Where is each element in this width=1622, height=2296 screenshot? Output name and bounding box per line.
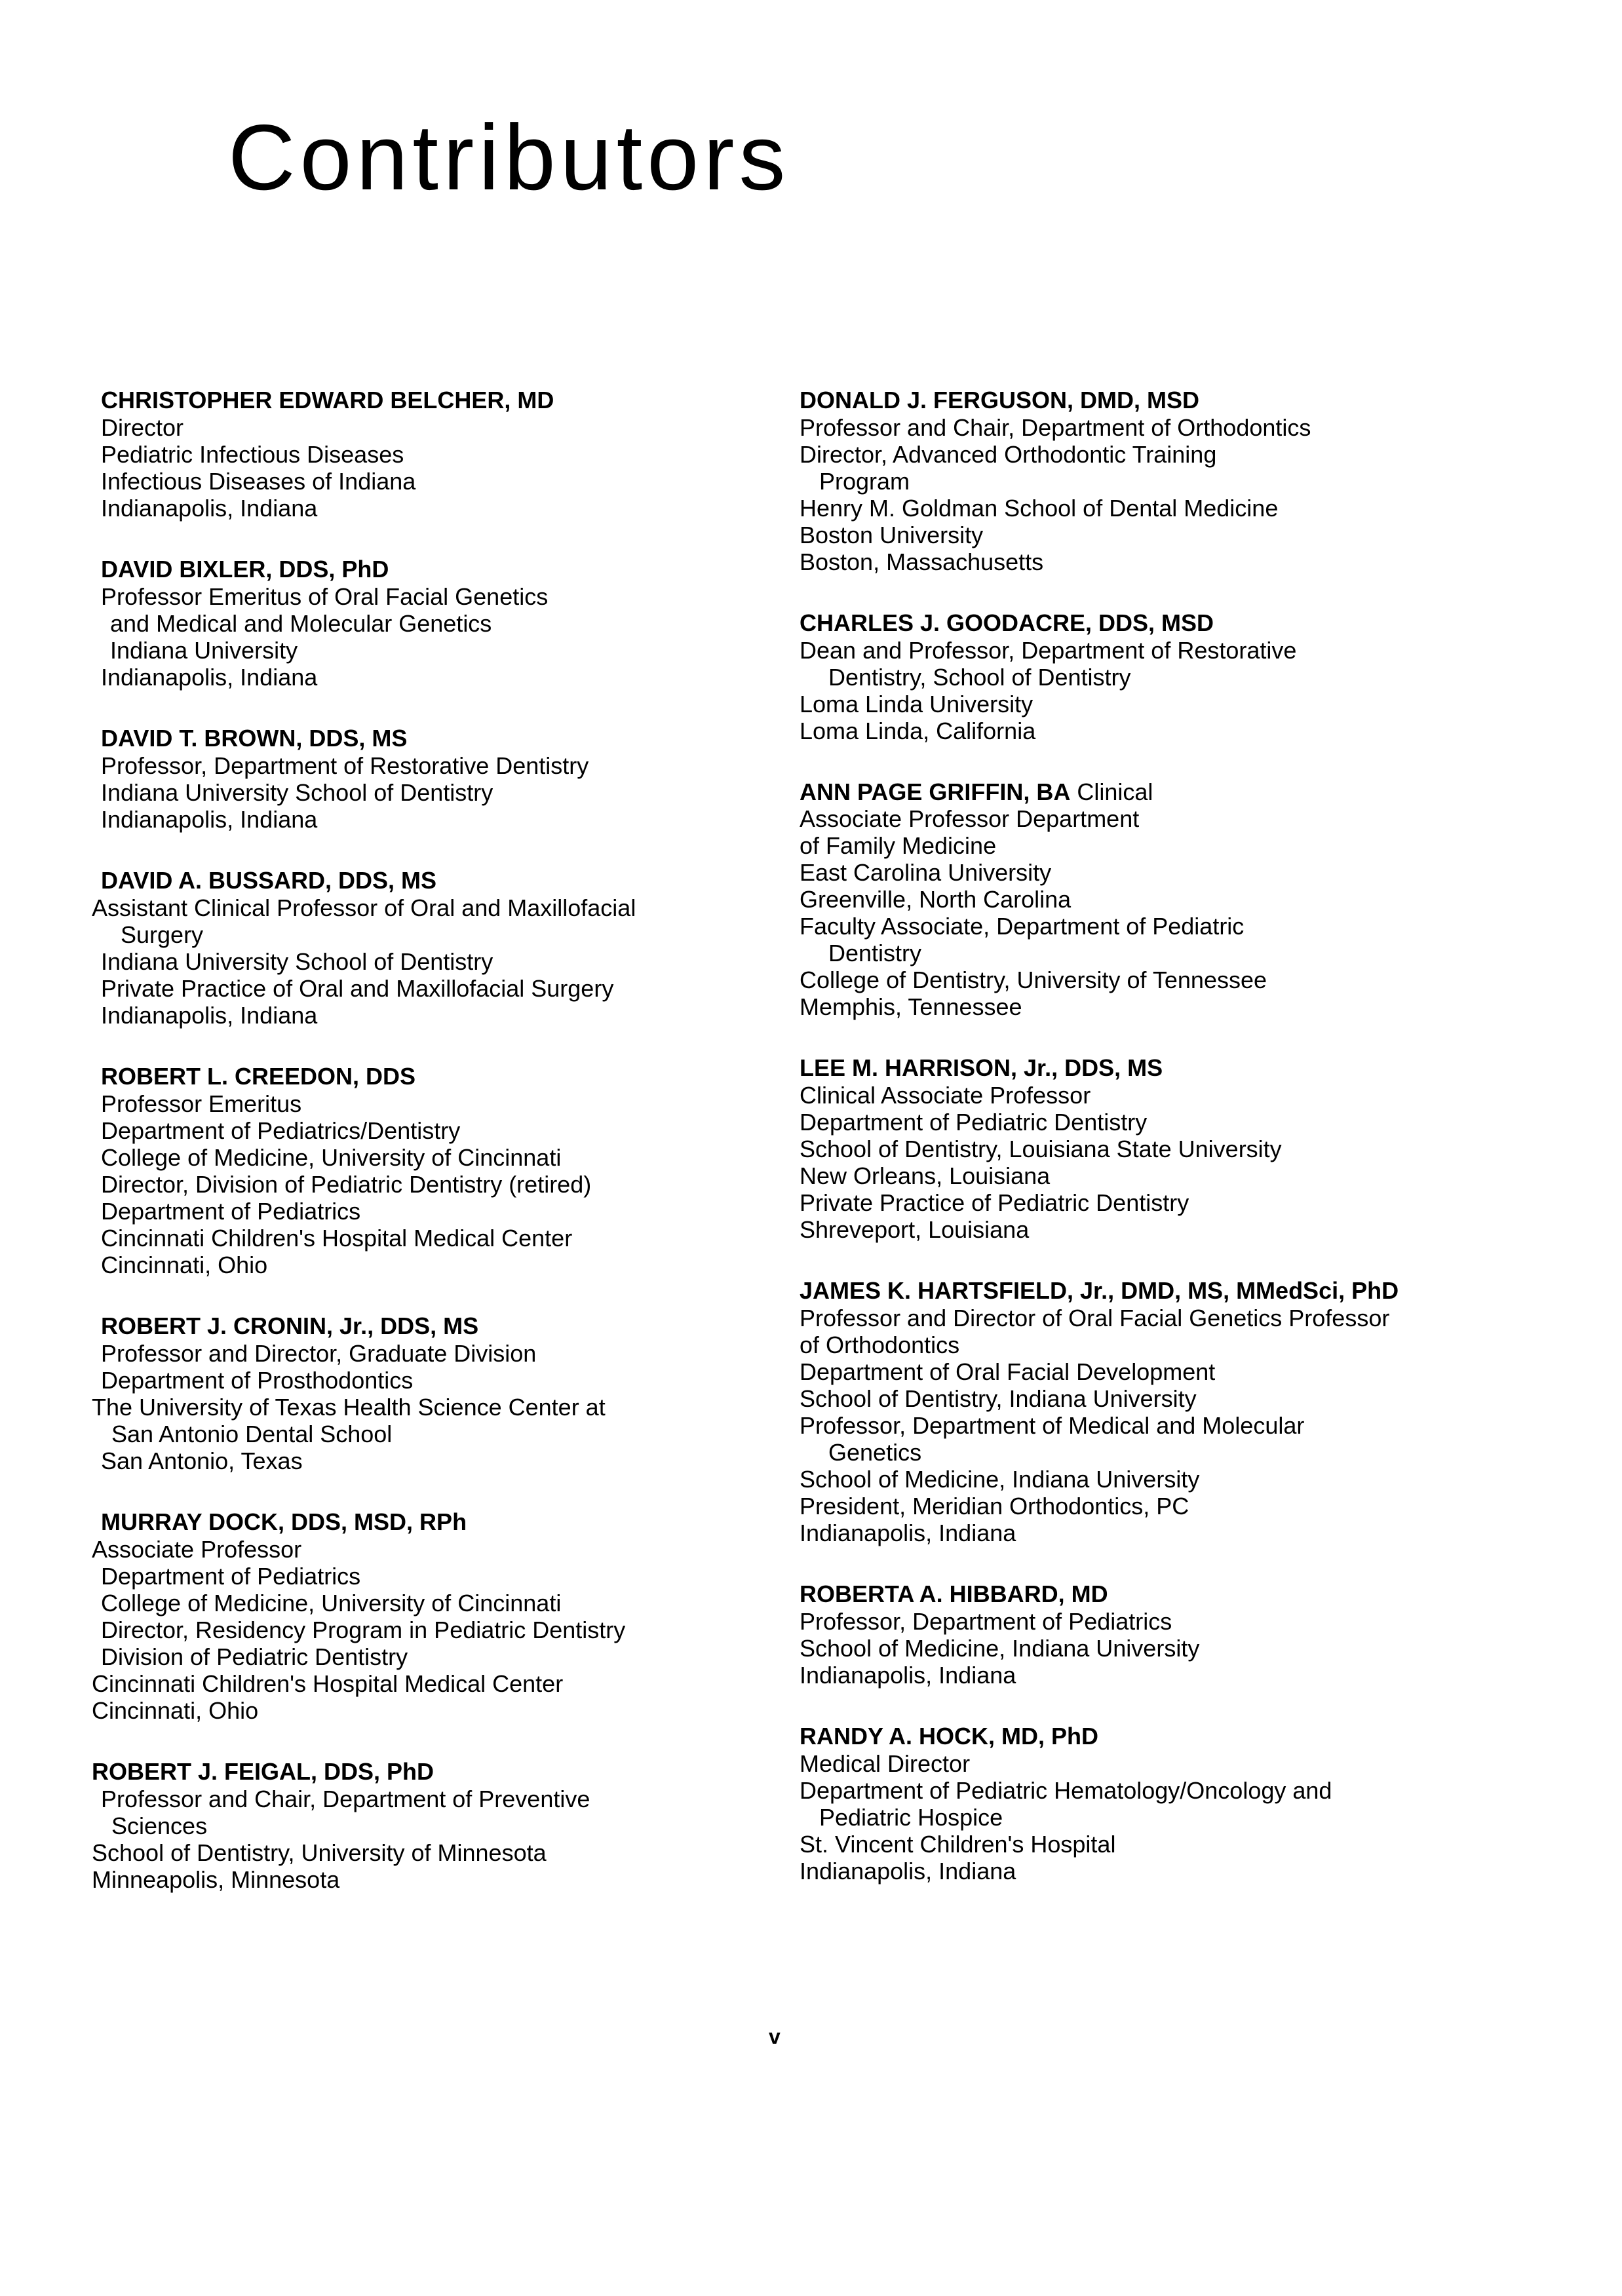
contributor-line: School of Dentistry, Louisiana State University xyxy=(800,1136,1282,1162)
contributor-line: Cincinnati Children's Hospital Medical Center xyxy=(92,1670,564,1697)
contributor-line: School of Medicine, Indiana University xyxy=(800,1466,1200,1493)
contributor-line: St. Vincent Children's Hospital xyxy=(800,1831,1116,1858)
contributor-line: Associate Professor Department xyxy=(800,805,1140,832)
contributor-line: Director xyxy=(101,414,184,441)
contributor-line: and Medical and Molecular Genetics xyxy=(110,610,492,637)
contributor-line: Dentistry xyxy=(828,940,922,966)
page-number: v xyxy=(769,2025,781,2048)
contributor-line: President, Meridian Orthodontics, PC xyxy=(800,1493,1189,1520)
contributor-line: Private Practice of Oral and Maxillofacial Surgery xyxy=(101,975,614,1002)
contributor-line: College of Medicine, University of Cincinnati xyxy=(101,1590,562,1617)
contributor-entry xyxy=(800,1580,1534,1689)
contributor-entry xyxy=(92,387,760,522)
contributor-line: Department of Pediatrics xyxy=(101,1198,361,1225)
contributor-line: Sciences xyxy=(111,1812,208,1839)
page-title: Contributors xyxy=(228,105,790,210)
contributor-entry xyxy=(800,1723,1534,1885)
contributor-line: Cincinnati Children's Hospital Medical Center xyxy=(101,1225,573,1252)
contributor-line: Professor and Chair, Department of Preventive xyxy=(101,1786,590,1812)
contributor-line: Pediatric Hospice xyxy=(819,1804,1003,1831)
contributor-line: College of Medicine, University of Cincinnati xyxy=(101,1144,562,1171)
contributor-name: ROBERT J. CRONIN, Jr., DDS, MS xyxy=(101,1312,479,1339)
contributor-line: Indiana University xyxy=(110,637,298,664)
contributor-name: DAVID A. BUSSARD, DDS, MS xyxy=(101,867,437,894)
contributor-name: JAMES K. HARTSFIELD, Jr., DMD, MS, MMedSci, PhD xyxy=(800,1277,1399,1304)
contributor-name: RANDY A. HOCK, MD, PhD xyxy=(800,1723,1099,1750)
contributor-line: Professor and Director of Oral Facial Genetics Professor xyxy=(800,1305,1390,1331)
contributor-line: Professor, Department of Restorative Dentistry xyxy=(101,752,589,779)
contributor-name: DONALD J. FERGUSON, DMD, MSD xyxy=(800,387,1200,413)
contributor-name: DAVID T. BROWN, DDS, MS xyxy=(101,725,408,752)
contributor-line: Assistant Clinical Professor of Oral and Maxillofacial xyxy=(92,894,636,921)
contributor-line: Indianapolis, Indiana xyxy=(800,1662,1016,1689)
contributor-line: Director, Division of Pediatric Dentistry (retired) xyxy=(101,1171,592,1198)
contributor-name: LEE M. HARRISON, Jr., DDS, MS xyxy=(800,1054,1163,1081)
left-column xyxy=(92,387,760,1893)
contributor-line: Dentistry, School of Dentistry xyxy=(828,664,1131,691)
contributor-line: Indiana University School of Dentistry xyxy=(101,948,493,975)
contributor-entry xyxy=(92,556,760,691)
contributor-line: Professor and Director, Graduate Division xyxy=(101,1340,537,1367)
contributor-line: Clinical Associate Professor xyxy=(800,1082,1091,1109)
contributor-line: Cincinnati, Ohio xyxy=(101,1252,268,1278)
contributor-line: Department of Pediatric Hematology/Oncology and xyxy=(800,1777,1332,1804)
contributor-line: San Antonio Dental School xyxy=(111,1421,393,1447)
contributor-line: Program xyxy=(819,468,910,495)
contributor-line: Professor, Department of Medical and Molecular xyxy=(800,1412,1305,1439)
contributor-entry xyxy=(92,867,760,1029)
contributor-line: Pediatric Infectious Diseases xyxy=(101,441,404,468)
contributor-line: Department of Pediatric Dentistry xyxy=(800,1109,1148,1136)
contributor-line: San Antonio, Texas xyxy=(101,1447,303,1474)
contributor-name: CHARLES J. GOODACRE, DDS, MSD xyxy=(800,609,1214,636)
contributor-line: Professor Emeritus xyxy=(101,1090,302,1117)
contributor-entry xyxy=(800,1277,1534,1546)
contributor-line: School of Dentistry, University of Minnesota xyxy=(92,1839,547,1866)
contributor-line: Indiana University School of Dentistry xyxy=(101,779,493,806)
contributor-line: Memphis, Tennessee xyxy=(800,993,1022,1020)
contributor-line: Minneapolis, Minnesota xyxy=(92,1866,340,1893)
contributor-line: Loma Linda University xyxy=(800,691,1033,718)
contributor-line: Indianapolis, Indiana xyxy=(101,664,318,691)
contributor-line: School of Dentistry, Indiana University xyxy=(800,1385,1197,1412)
contributor-line: Cincinnati, Ohio xyxy=(92,1697,259,1724)
contributor-line: Department of Pediatrics xyxy=(101,1563,361,1590)
contributor-line: Department of Oral Facial Development xyxy=(800,1358,1216,1385)
contributor-line: Indianapolis, Indiana xyxy=(101,495,318,522)
contributor-line: Infectious Diseases of Indiana xyxy=(101,468,416,495)
contributor-line: The University of Texas Health Science Center at xyxy=(92,1394,606,1421)
contributor-line: Boston University xyxy=(800,522,984,548)
contributor-line: East Carolina University xyxy=(800,859,1052,886)
contributor-line: Indianapolis, Indiana xyxy=(800,1858,1016,1885)
contributor-entry xyxy=(800,609,1534,744)
contributor-line: Henry M. Goldman School of Dental Medicine xyxy=(800,495,1279,522)
contributor-name: ROBERT J. FEIGAL, DDS, PhD xyxy=(92,1758,434,1785)
contributor-entry xyxy=(92,1312,760,1474)
contributor-line: Professor and Chair, Department of Orthodontics xyxy=(800,414,1311,441)
right-column xyxy=(800,387,1534,1885)
contributor-line: Professor, Department of Pediatrics xyxy=(800,1608,1172,1635)
contributor-line: Surgery xyxy=(121,921,204,948)
contributor-line: Loma Linda, California xyxy=(800,718,1036,744)
contributor-line: Indianapolis, Indiana xyxy=(101,806,318,833)
contributor-line: Shreveport, Louisiana xyxy=(800,1216,1030,1243)
contributor-name: CHRISTOPHER EDWARD BELCHER, MD xyxy=(101,387,554,413)
contributor-name: ROBERTA A. HIBBARD, MD xyxy=(800,1580,1108,1607)
contributor-entry xyxy=(800,1054,1534,1243)
contributor-entry xyxy=(800,387,1534,575)
contributor-line: New Orleans, Louisiana xyxy=(800,1162,1051,1189)
contributor-entry xyxy=(92,1508,760,1724)
contributor-line: School of Medicine, Indiana University xyxy=(800,1635,1200,1662)
contributor-line: Private Practice of Pediatric Dentistry xyxy=(800,1189,1189,1216)
contributor-line: Indianapolis, Indiana xyxy=(101,1002,318,1029)
contributor-name-line xyxy=(800,778,1534,805)
contributor-line: Greenville, North Carolina xyxy=(800,886,1072,913)
contributor-line: Indianapolis, Indiana xyxy=(800,1520,1016,1546)
contributor-line: College of Dentistry, University of Tennessee xyxy=(800,966,1267,993)
contributor-line: Department of Pediatrics/Dentistry xyxy=(101,1117,461,1144)
contributor-line: Dean and Professor, Department of Restorative xyxy=(800,637,1297,664)
contributor-line: Medical Director xyxy=(800,1750,971,1777)
contributor-name: MURRAY DOCK, DDS, MSD, RPh xyxy=(101,1508,467,1535)
contributor-entry xyxy=(92,1063,760,1278)
contributor-line: Genetics xyxy=(828,1439,922,1466)
contributor-line: Associate Professor xyxy=(92,1536,302,1563)
contributor-entry xyxy=(800,778,1534,1020)
contributor-line: Director, Advanced Orthodontic Training xyxy=(800,441,1217,468)
contributor-entry xyxy=(92,1758,760,1893)
contributor-line: Faculty Associate, Department of Pediatric xyxy=(800,913,1245,940)
contributor-name: DAVID BIXLER, DDS, PhD xyxy=(101,556,389,583)
contributor-line: Director, Residency Program in Pediatric Dentistry xyxy=(101,1617,626,1643)
contributor-entry xyxy=(92,725,760,833)
contributor-line: Department of Prosthodontics xyxy=(101,1367,414,1394)
contributor-line: Professor Emeritus of Oral Facial Genetics xyxy=(101,583,549,610)
contributor-line: Division of Pediatric Dentistry xyxy=(101,1643,408,1670)
contributor-line: Boston, Massachusetts xyxy=(800,548,1044,575)
contributor-line: of Orthodontics xyxy=(800,1331,960,1358)
contributor-name-suffix: Clinical xyxy=(1070,778,1153,805)
contributor-name: ROBERT L. CREEDON, DDS xyxy=(101,1063,416,1090)
contributor-line: of Family Medicine xyxy=(800,832,997,859)
contributor-name: ANN PAGE GRIFFIN, BA xyxy=(800,778,1071,805)
